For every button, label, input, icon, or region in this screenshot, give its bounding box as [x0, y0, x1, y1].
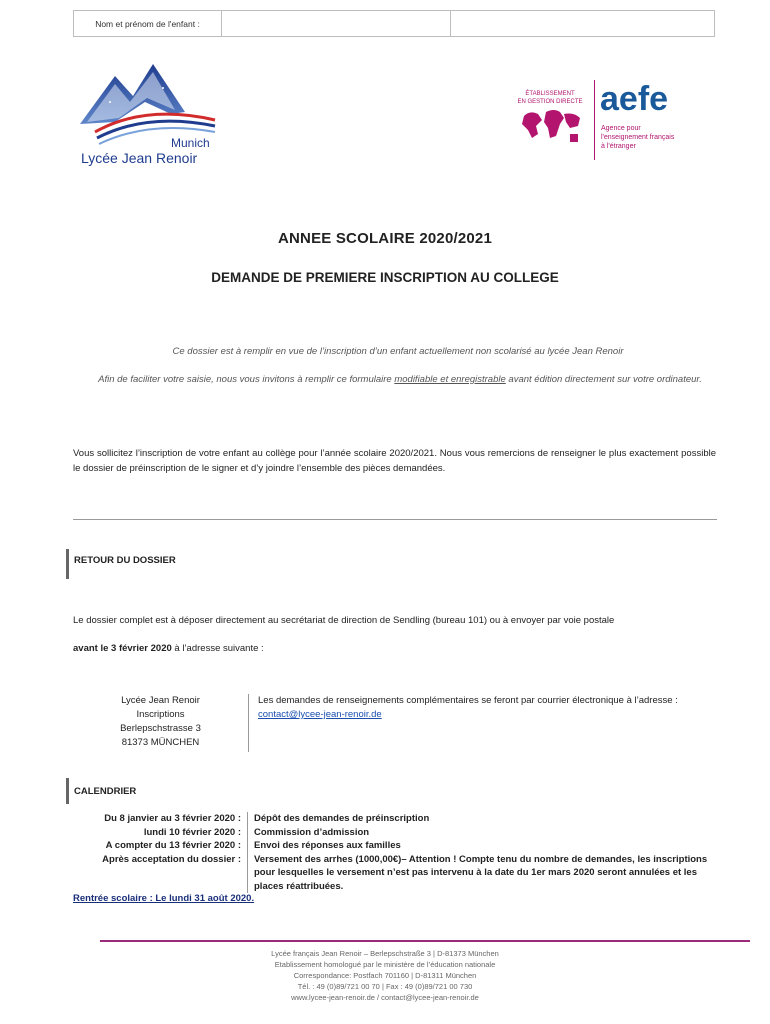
retour-line2-rest: à l’adresse suivante :: [171, 643, 264, 654]
intro-line1: Ce dossier est à remplir en vue de l’inscription d’un enfant actuellement non scolarisé au lycée Jean Renoir: [172, 346, 624, 357]
aefe-etab-line2: EN GESTION DIRECTE: [517, 99, 583, 105]
retour-deadline: avant le 3 février 2020: [73, 643, 172, 654]
aefe-tagline: [601, 124, 674, 151]
contact-email-link[interactable]: contact@lycee-jean-renoir.de: [258, 709, 382, 720]
calendar-date: lundi 10 février 2020 :: [143, 826, 241, 838]
retour-line1: Le dossier complet est à déposer directement au secrétariat de direction de Sendling (bureau 101) ou à envoyer par voie postale: [73, 615, 615, 626]
aefe-tag-line3: à l'étranger: [601, 143, 636, 150]
footer-web[interactable]: www.lycee-jean-renoir.de / contact@lycee-jean-renoir.de: [291, 993, 479, 1002]
lycee-logo: [75, 62, 225, 178]
footer: [0, 948, 770, 1003]
intro-line2-end: avant édition directement sur votre ordinateur.: [505, 374, 702, 385]
lycee-logo-city: Munich: [171, 136, 210, 150]
retour-line2: [73, 641, 716, 656]
calendar-event: Versement des arrhes (1000,00€)– Attention ! Compte tenu du nombre de demandes, les inscriptions pour lesquelles le versement n’est pas intervenu à la date du 1er mars 2020 seront annulées et les places réattribuées.: [254, 853, 708, 892]
page-subtitle: DEMANDE DE PREMIERE INSCRIPTION AU COLLEGE: [211, 270, 559, 285]
address-line: 81373 MÜNCHEN: [121, 737, 200, 748]
calendar-event: Commission d’admission: [254, 826, 370, 838]
rentree-date: Rentrée scolaire : Le lundi 31 août 2020.: [73, 893, 255, 904]
aefe-divider: [594, 80, 595, 160]
calendar-date: Après acceptation du dossier :: [102, 853, 241, 865]
child-name-field[interactable]: [222, 11, 451, 36]
child-name-field-extra[interactable]: [451, 11, 714, 36]
child-name-label: Nom et prénom de l'enfant :: [74, 11, 222, 36]
footer-homologation: Etablissement homologué par le ministère de l’éducation nationale: [274, 960, 496, 969]
calendar-table: [73, 812, 717, 893]
calendar-event: Envoi des réponses aux familles: [254, 840, 401, 851]
calendrier-title: CALENDRIER: [74, 786, 137, 797]
footer-address: Lycée français Jean Renoir – Berlepschstraße 3 | D-81373 München: [271, 949, 499, 958]
aefe-etab-label: [512, 90, 588, 106]
contact-info-text: Les demandes de renseignements complémentaires se feront par courrier électronique à l’adresse :: [258, 695, 678, 706]
aefe-tag-line2: l'enseignement français: [601, 134, 675, 141]
intro-line2-underlined: modifiable et enregistrable: [394, 374, 506, 385]
address-line: Inscriptions: [136, 709, 185, 720]
footer-correspondence: Correspondance: Postfach 701160 | D-81311 München: [293, 971, 477, 980]
calendrier-section-bar: [66, 778, 69, 804]
aefe-etab-line1: ÉTABLISSEMENT: [525, 91, 575, 97]
section-divider: [73, 519, 717, 520]
footer-phone: Tél. : 49 (0)89/721 00 70 | Fax : 49 (0)89/721 00 730: [297, 982, 473, 991]
retour-title: RETOUR DU DOSSIER: [74, 555, 176, 566]
footer-divider: [100, 940, 750, 942]
lycee-logo-name: Lycée Jean Renoir: [81, 150, 198, 166]
calendar-events: [248, 812, 717, 893]
address-line: Lycée Jean Renoir: [121, 695, 200, 706]
intro-paragraph: Vous sollicitez l’inscription de votre enfant au collège pour l’année scolaire 2020/2021. Nous vous remercions de renseigner le plus exactement possible le dossier de préinscription de le signer et d’y joindre l’ensemble des pièces demandées.: [73, 448, 716, 474]
contact-info: [249, 694, 717, 752]
child-name-table: [73, 10, 715, 37]
address-box: [73, 694, 717, 752]
calendar-date: Du 8 janvier au 3 février 2020 :: [104, 813, 241, 824]
retour-section-bar: [66, 549, 69, 579]
calendar-event: Dépôt des demandes de préinscription: [254, 813, 430, 824]
calendar-dates: [73, 812, 248, 893]
world-map-icon: [520, 108, 582, 148]
aefe-logo: [512, 80, 692, 160]
aefe-brand: aefe: [600, 80, 669, 118]
address-line: Berlepschstrasse 3: [120, 723, 201, 734]
intro-line2-start: Afin de faciliter votre saisie, nous vous invitons à remplir ce formulaire: [98, 374, 395, 385]
calendar-date: A compter du 13 février 2020 :: [105, 840, 241, 851]
intro-line2: [90, 372, 710, 387]
page-title: ANNEE SCOLAIRE 2020/2021: [277, 230, 493, 247]
aefe-tag-line1: Agence pour: [601, 125, 641, 132]
postal-address: [73, 694, 249, 752]
